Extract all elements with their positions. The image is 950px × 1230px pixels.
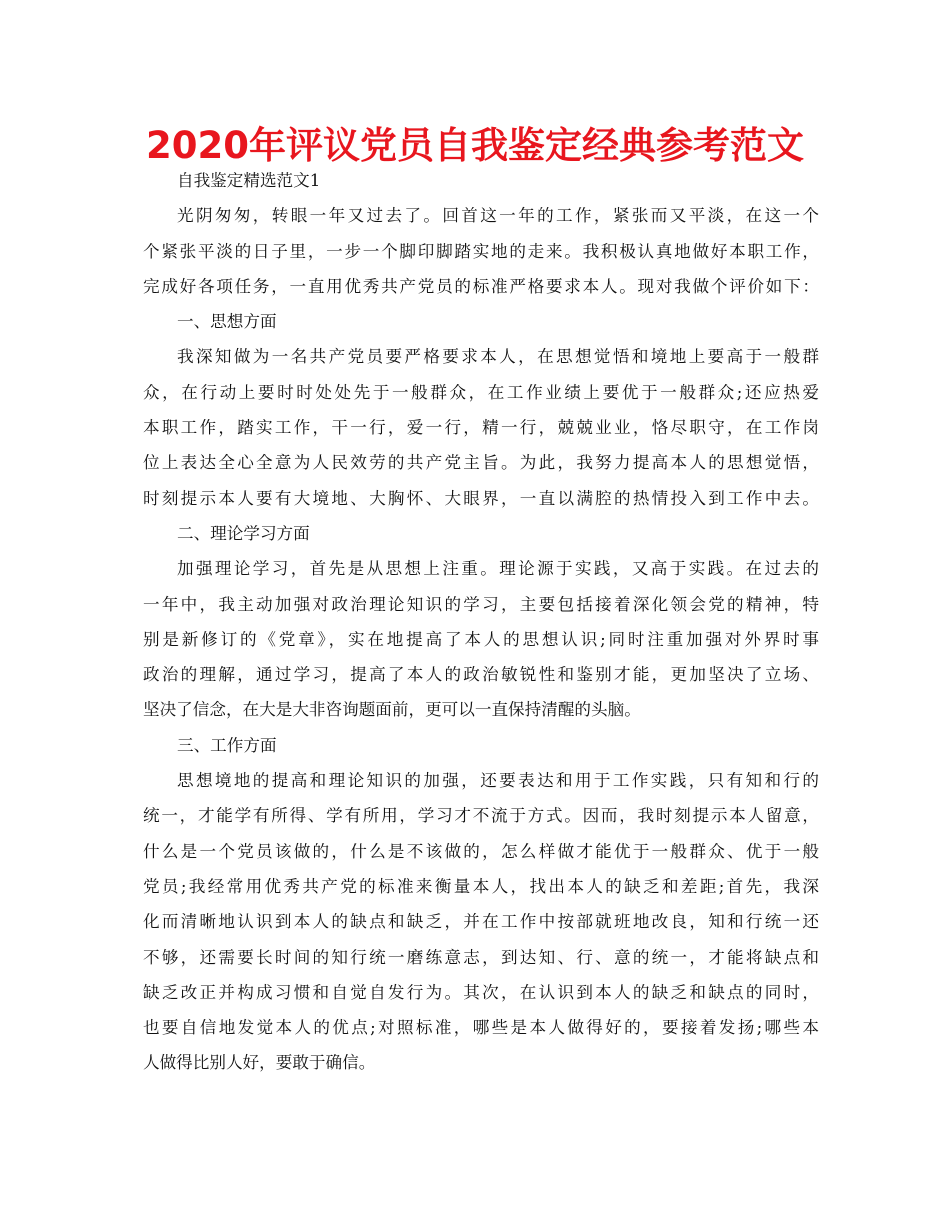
text-line: 本职工作，踏实工作，干一行，爱一行，精一行，兢兢业业，恪尽职守，在工作岗 — [143, 418, 819, 438]
text-line: 光阴匆匆，转眼一年又过去了。回首这一年的工作，紧张而又平淡，在这一个 — [177, 206, 819, 226]
text-line: 一、思想方面 — [177, 312, 277, 332]
text-line: 自我鉴定精选范文1 — [177, 171, 321, 190]
text-line: 统一，才能学有所得、学有所用，学习才不流于方式。因而，我时刻提示本人留意， — [143, 806, 819, 826]
text-line: 也要自信地发觉本人的优点;对照标准，哪些是本人做得好的，要接着发扬;哪些本 — [143, 1018, 819, 1038]
text-line: 党员;我经常用优秀共产党的标准来衡量本人，找出本人的缺乏和差距;首先，我深 — [143, 876, 819, 896]
text-line: 一年中，我主动加强对政治理论知识的学习，主要包括接着深化领会党的精神，特 — [143, 594, 819, 614]
text-line: 三、工作方面 — [177, 735, 277, 755]
text-line: 人做得比别人好，要敢于确信。 — [143, 1053, 376, 1073]
text-line: 坚决了信念，在大是大非咨询题面前，更可以一直保持清醒的头脑。 — [143, 700, 641, 720]
text-line: 时刻提示本人要有大境地、大胸怀、大眼界，一直以满腔的热情投入到工作中去。 — [143, 488, 819, 508]
document-title: 2020年评议党员自我鉴定经典参考范文 — [146, 124, 804, 167]
text-line: 个紧张平淡的日子里，一步一个脚印脚踏实地的走来。我积极认真地做好本职工作， — [143, 241, 819, 261]
text-line: 众，在行动上要时时处处先于一般群众，在工作业绩上要优于一般群众;还应热爱 — [143, 382, 819, 402]
text-line: 缺乏改正并构成习惯和自觉自发行为。其次，在认识到本人的缺乏和缺点的同时， — [143, 982, 819, 1002]
text-line: 什么是一个党员该做的，什么是不该做的，怎么样做才能优于一般群众、优于一般 — [143, 841, 819, 861]
text-line: 化而清晰地认识到本人的缺点和缺乏，并在工作中按部就班地改良，知和行统一还 — [143, 912, 819, 932]
text-line: 不够，还需要长时间的知行统一磨练意志，到达知、行、意的统一，才能将缺点和 — [143, 947, 819, 967]
document-body — [143, 163, 819, 1081]
text-line: 别是新修订的《党章》，实在地提高了本人的思想认识;同时注重加强对外界时事 — [143, 629, 819, 649]
text-line: 思想境地的提高和理论知识的加强，还要表达和用于工作实践，只有知和行的 — [177, 771, 819, 791]
text-line: 二、理论学习方面 — [177, 523, 310, 543]
text-line: 完成好各项任务，一直用优秀共产党员的标准严格要求本人。现对我做个评价如下： — [143, 276, 819, 296]
text-line: 政治的理解，通过学习，提高了本人的政治敏锐性和鉴别才能，更加坚决了立场、 — [143, 665, 819, 685]
text-line: 我深知做为一名共产党员要严格要求本人，在思想觉悟和境地上要高于一般群 — [177, 347, 819, 367]
text-line: 位上表达全心全意为人民效劳的共产党主旨。为此，我努力提高本人的思想觉悟， — [143, 453, 819, 473]
text-line: 加强理论学习，首先是从思想上注重。理论源于实践，又高于实践。在过去的 — [177, 559, 819, 579]
